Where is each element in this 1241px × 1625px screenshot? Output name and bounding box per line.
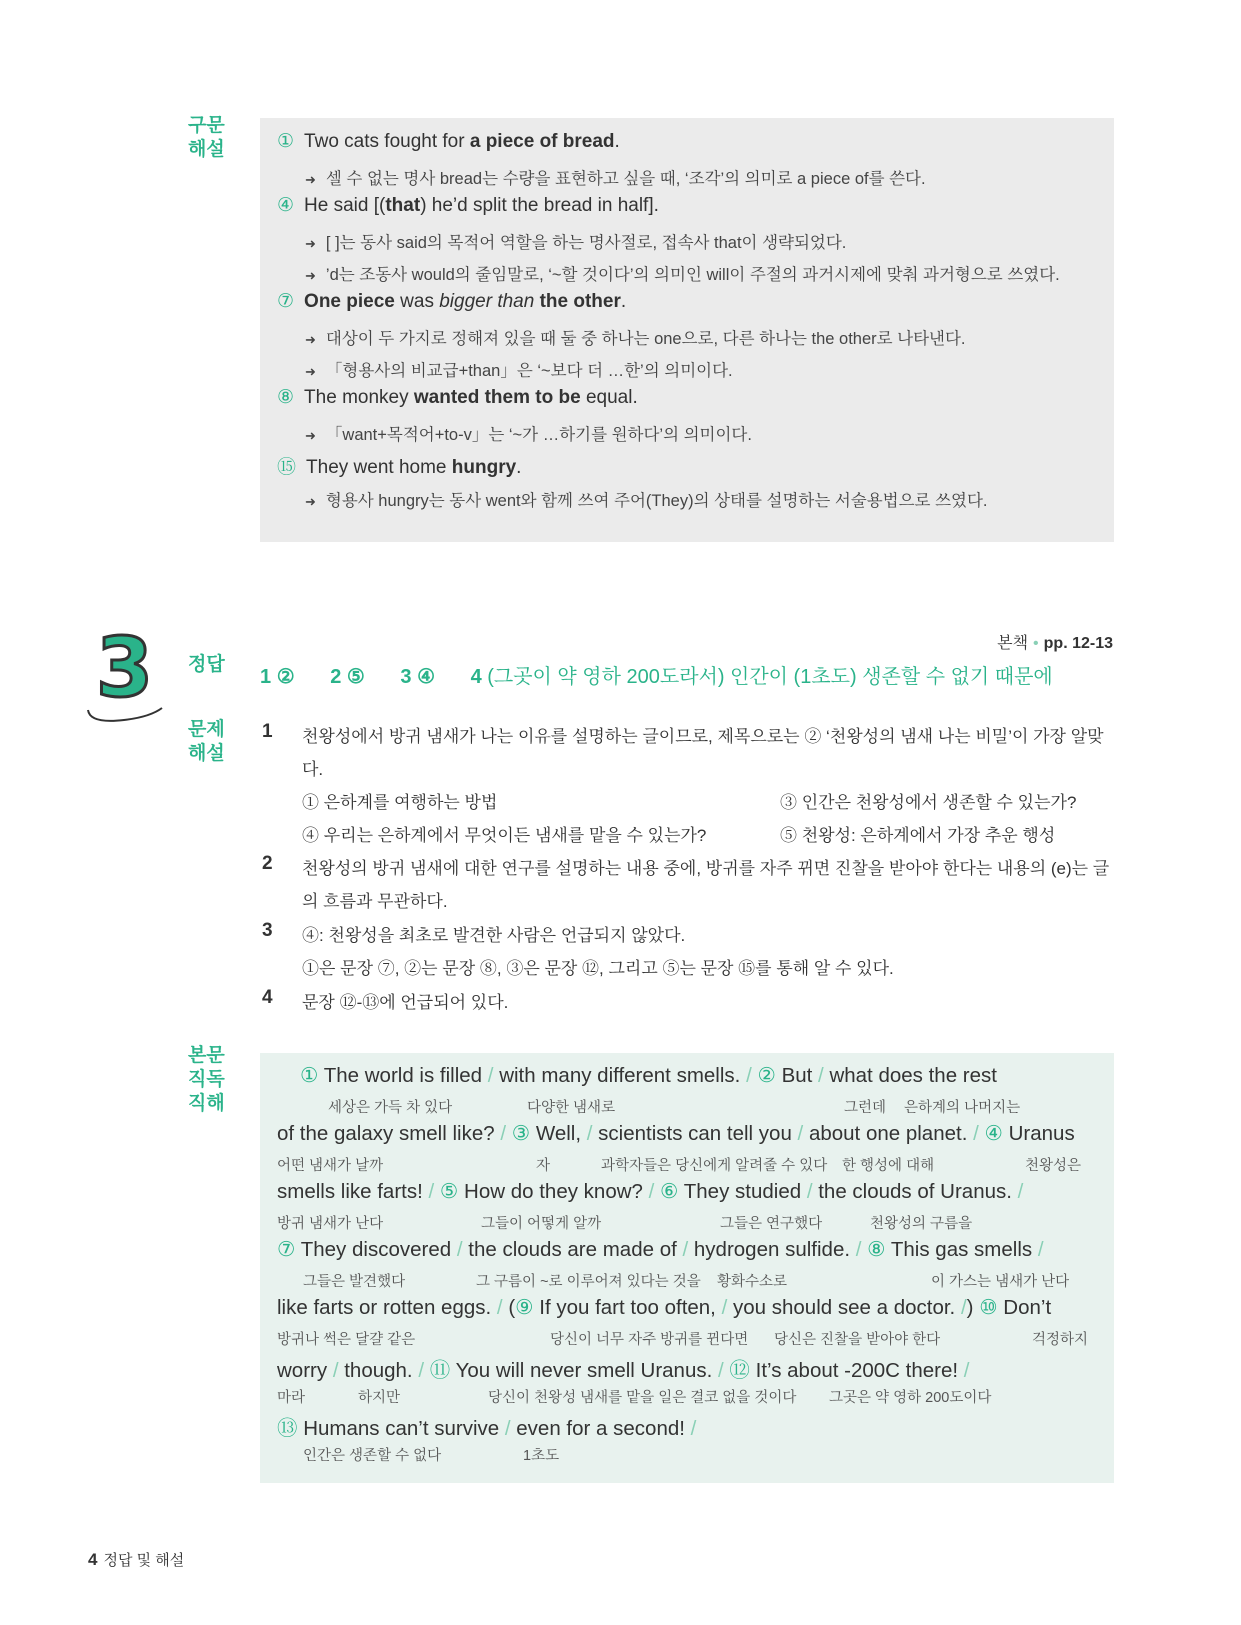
answer-list xyxy=(260,660,1083,689)
arrow-icon: ➜ xyxy=(305,364,316,379)
grammar-line-2: ④ He said [(that) he’d split the bread in half]. xyxy=(277,195,659,216)
reading-gloss: 당신이 천왕성 냄새를 맡을 일은 결코 없을 것이다 xyxy=(488,1390,797,1406)
arrow-icon: ➜ xyxy=(305,494,316,509)
reading-gloss: 하지만 xyxy=(358,1390,401,1406)
page-reference: 본책 • pp. 12-13 xyxy=(997,635,1113,652)
answer-item: 1 ② xyxy=(260,666,295,688)
reading-gloss: 은하계의 나머지는 xyxy=(904,1100,1021,1116)
problem-text: ④: 천왕성을 최초로 발견한 사람은 언급되지 않았다. xyxy=(302,926,686,945)
footer-title: 정답 및 해설 xyxy=(103,1552,185,1569)
arrow-icon: ➜ xyxy=(305,332,316,347)
reading-gloss: 다양한 냄새로 xyxy=(527,1100,616,1116)
reading-gloss: 방귀나 썩은 달걀 같은 xyxy=(277,1332,416,1348)
page-number: 4 xyxy=(88,1550,98,1569)
problem-option: ① 은하계를 여행하는 방법 xyxy=(302,793,498,812)
reading-gloss: 인간은 생존할 수 없다 xyxy=(303,1448,442,1464)
reading-line-5: like farts or rotten eggs. / (⑨ If you fart too often, / you should see a doctor. /) ⑩ Don’t xyxy=(277,1296,1052,1319)
reading-gloss: 천왕성의 구름을 xyxy=(870,1216,973,1232)
reading-gloss: 어떤 냄새가 날까 xyxy=(277,1158,384,1174)
grammar-line-1: ① Two cats fought for a piece of bread. xyxy=(277,131,620,152)
smile-underline-icon xyxy=(84,706,166,728)
problem-number: 1 xyxy=(262,721,273,742)
reading-gloss: 자 xyxy=(536,1158,551,1174)
grammar-line-5: ⑮ They went home hungry. xyxy=(277,457,522,478)
problem-label: 문제 해설 xyxy=(188,718,225,764)
reading-gloss: 걱정하지 xyxy=(1032,1332,1089,1348)
arrow-icon: ➜ xyxy=(305,172,316,187)
reading-box xyxy=(260,1053,1114,1483)
reading-gloss: 방귀 냄새가 난다 xyxy=(277,1216,384,1232)
reading-gloss: 그들이 어떻게 알까 xyxy=(481,1216,602,1232)
grammar-label: 구문 해설 xyxy=(188,114,225,160)
arrow-icon: ➜ xyxy=(305,428,316,443)
problem-option: ④ 우리는 은하계에서 무엇이든 냄새를 맡을 수 있는가? xyxy=(302,826,707,845)
problem-text: 천왕성의 방귀 냄새에 대한 연구를 설명하는 내용 중에, 방귀를 자주 뀌면 진찰을 받아야 한다는 내용의 (e)는 글 xyxy=(302,859,1110,878)
problem-option: ③ 인간은 천왕성에서 생존할 수 있는가? xyxy=(780,793,1077,812)
reading-gloss: 천왕성은 xyxy=(1025,1158,1082,1174)
problem-option: ⑤ 천왕성: 은하계에서 가장 추운 행성 xyxy=(780,826,1056,845)
grammar-note: ➜ 「want+목적어+to-v」는 ‘~가 …하기를 원하다’의 의미이다. xyxy=(305,426,752,444)
grammar-note: ➜ [ ]는 동사 said의 목적어 역할을 하는 명사절로, 접속사 that이 생략되었다. xyxy=(305,234,847,252)
reading-gloss: 과학자들은 당신에게 알려줄 수 있다 xyxy=(601,1158,828,1174)
grammar-note: ➜ 형용사 hungry는 동사 went와 함께 쓰여 주어(They)의 상태를 설명하는 서술용법으로 쓰였다. xyxy=(305,492,988,510)
problem-number: 3 xyxy=(262,920,273,941)
grammar-box xyxy=(260,118,1114,542)
reading-gloss: 황화수소로 xyxy=(717,1274,788,1290)
grammar-note: ➜ ’d는 조동사 would의 줄임말로, ‘~할 것이다’의 의미인 will이 주절의 과거시제에 맞춰 과거형으로 쓰였다. xyxy=(305,266,1060,284)
answer-item: 4 (그곳이 약 영하 200도라서) 인간이 (1초도) 생존할 수 없기 때문에 xyxy=(470,666,1053,688)
reading-gloss: 그 구름이 ~로 이루어져 있다는 것을 xyxy=(476,1274,701,1290)
reading-gloss: 세상은 가득 차 있다 xyxy=(328,1100,453,1116)
answer-item: 3 ④ xyxy=(400,666,435,688)
reading-line-7: ⑬ Humans can’t survive / even for a second! / xyxy=(277,1417,697,1440)
reading-gloss: 당신은 진찰을 받아야 한다 xyxy=(774,1332,941,1348)
grammar-note: ➜ 셀 수 없는 명사 bread는 수량을 표현하고 싶을 때, ‘조각’의 의미로 a piece of를 쓴다. xyxy=(305,170,926,188)
grammar-line-3: ⑦ One piece was bigger than the other. xyxy=(277,291,627,312)
reading-gloss: 당신이 너무 자주 방귀를 뀐다면 xyxy=(550,1332,749,1348)
reading-gloss: 그런데 xyxy=(844,1100,887,1116)
problem-text: 문장 ⑫-⑬에 언급되어 있다. xyxy=(302,993,509,1012)
reading-line-2: of the galaxy smell like? / ③ Well, / scientists can tell you / about one planet. / ④ Uranus xyxy=(277,1122,1075,1145)
reading-gloss: 이 가스는 냄새가 난다 xyxy=(931,1274,1070,1290)
answer-item: 2 ⑤ xyxy=(330,666,365,688)
reading-line-4: ⑦ They discovered / the clouds are made of / hydrogen sulfide. / ⑧ This gas smells / xyxy=(277,1238,1044,1261)
reading-line-6: worry / though. / ⑪ You will never smell Uranus. / ⑫ It’s about -200C there! / xyxy=(277,1359,970,1382)
section-number: 3 xyxy=(96,621,154,716)
arrow-icon: ➜ xyxy=(305,236,316,251)
reading-label: 본문 직독 직해 xyxy=(188,1044,225,1114)
grammar-line-4: ⑧ The monkey wanted them to be equal. xyxy=(277,387,638,408)
arrow-icon: ➜ xyxy=(305,268,316,283)
grammar-note: ➜ 대상이 두 가지로 정해져 있을 때 둘 중 하나는 one으로, 다른 하나는 the other로 나타낸다. xyxy=(305,330,966,348)
reading-line-3: smells like farts! / ⑤ How do they know? / ⑥ They studied / the clouds of Uranus. / xyxy=(277,1180,1024,1203)
grammar-note: ➜ 「형용사의 비교급+than」은 ‘~보다 더 …한’의 의미이다. xyxy=(305,362,733,380)
reading-gloss: 1초도 xyxy=(523,1448,560,1464)
problem-text: ①은 문장 ⑦, ②는 문장 ⑧, ③은 문장 ⑫, 그리고 ⑤는 문장 ⑮를 통해 알 수 있다. xyxy=(302,959,894,978)
reading-gloss: 그들은 발견했다 xyxy=(303,1274,406,1290)
problem-text: 천왕성에서 방귀 냄새가 나는 이유를 설명하는 글이므로, 제목으로는 ② ‘천왕성의 냄새 나는 비밀’이 가장 알맞 xyxy=(302,727,1104,746)
problem-text: 다. xyxy=(302,760,324,779)
problem-number: 2 xyxy=(262,853,273,874)
reading-gloss: 그들은 연구했다 xyxy=(720,1216,823,1232)
reading-gloss: 한 행성에 대해 xyxy=(842,1158,935,1174)
reading-gloss: 마라 xyxy=(277,1390,306,1406)
reading-gloss: 그곳은 약 영하 200도이다 xyxy=(829,1390,992,1406)
problem-text: 의 흐름과 무관하다. xyxy=(302,892,448,911)
problem-number: 4 xyxy=(262,987,273,1008)
page-footer xyxy=(88,1549,184,1570)
answer-label: 정답 xyxy=(188,653,225,675)
reading-line-1: ① The world is filled / with many different smells. / ② But / what does the rest xyxy=(300,1064,997,1087)
